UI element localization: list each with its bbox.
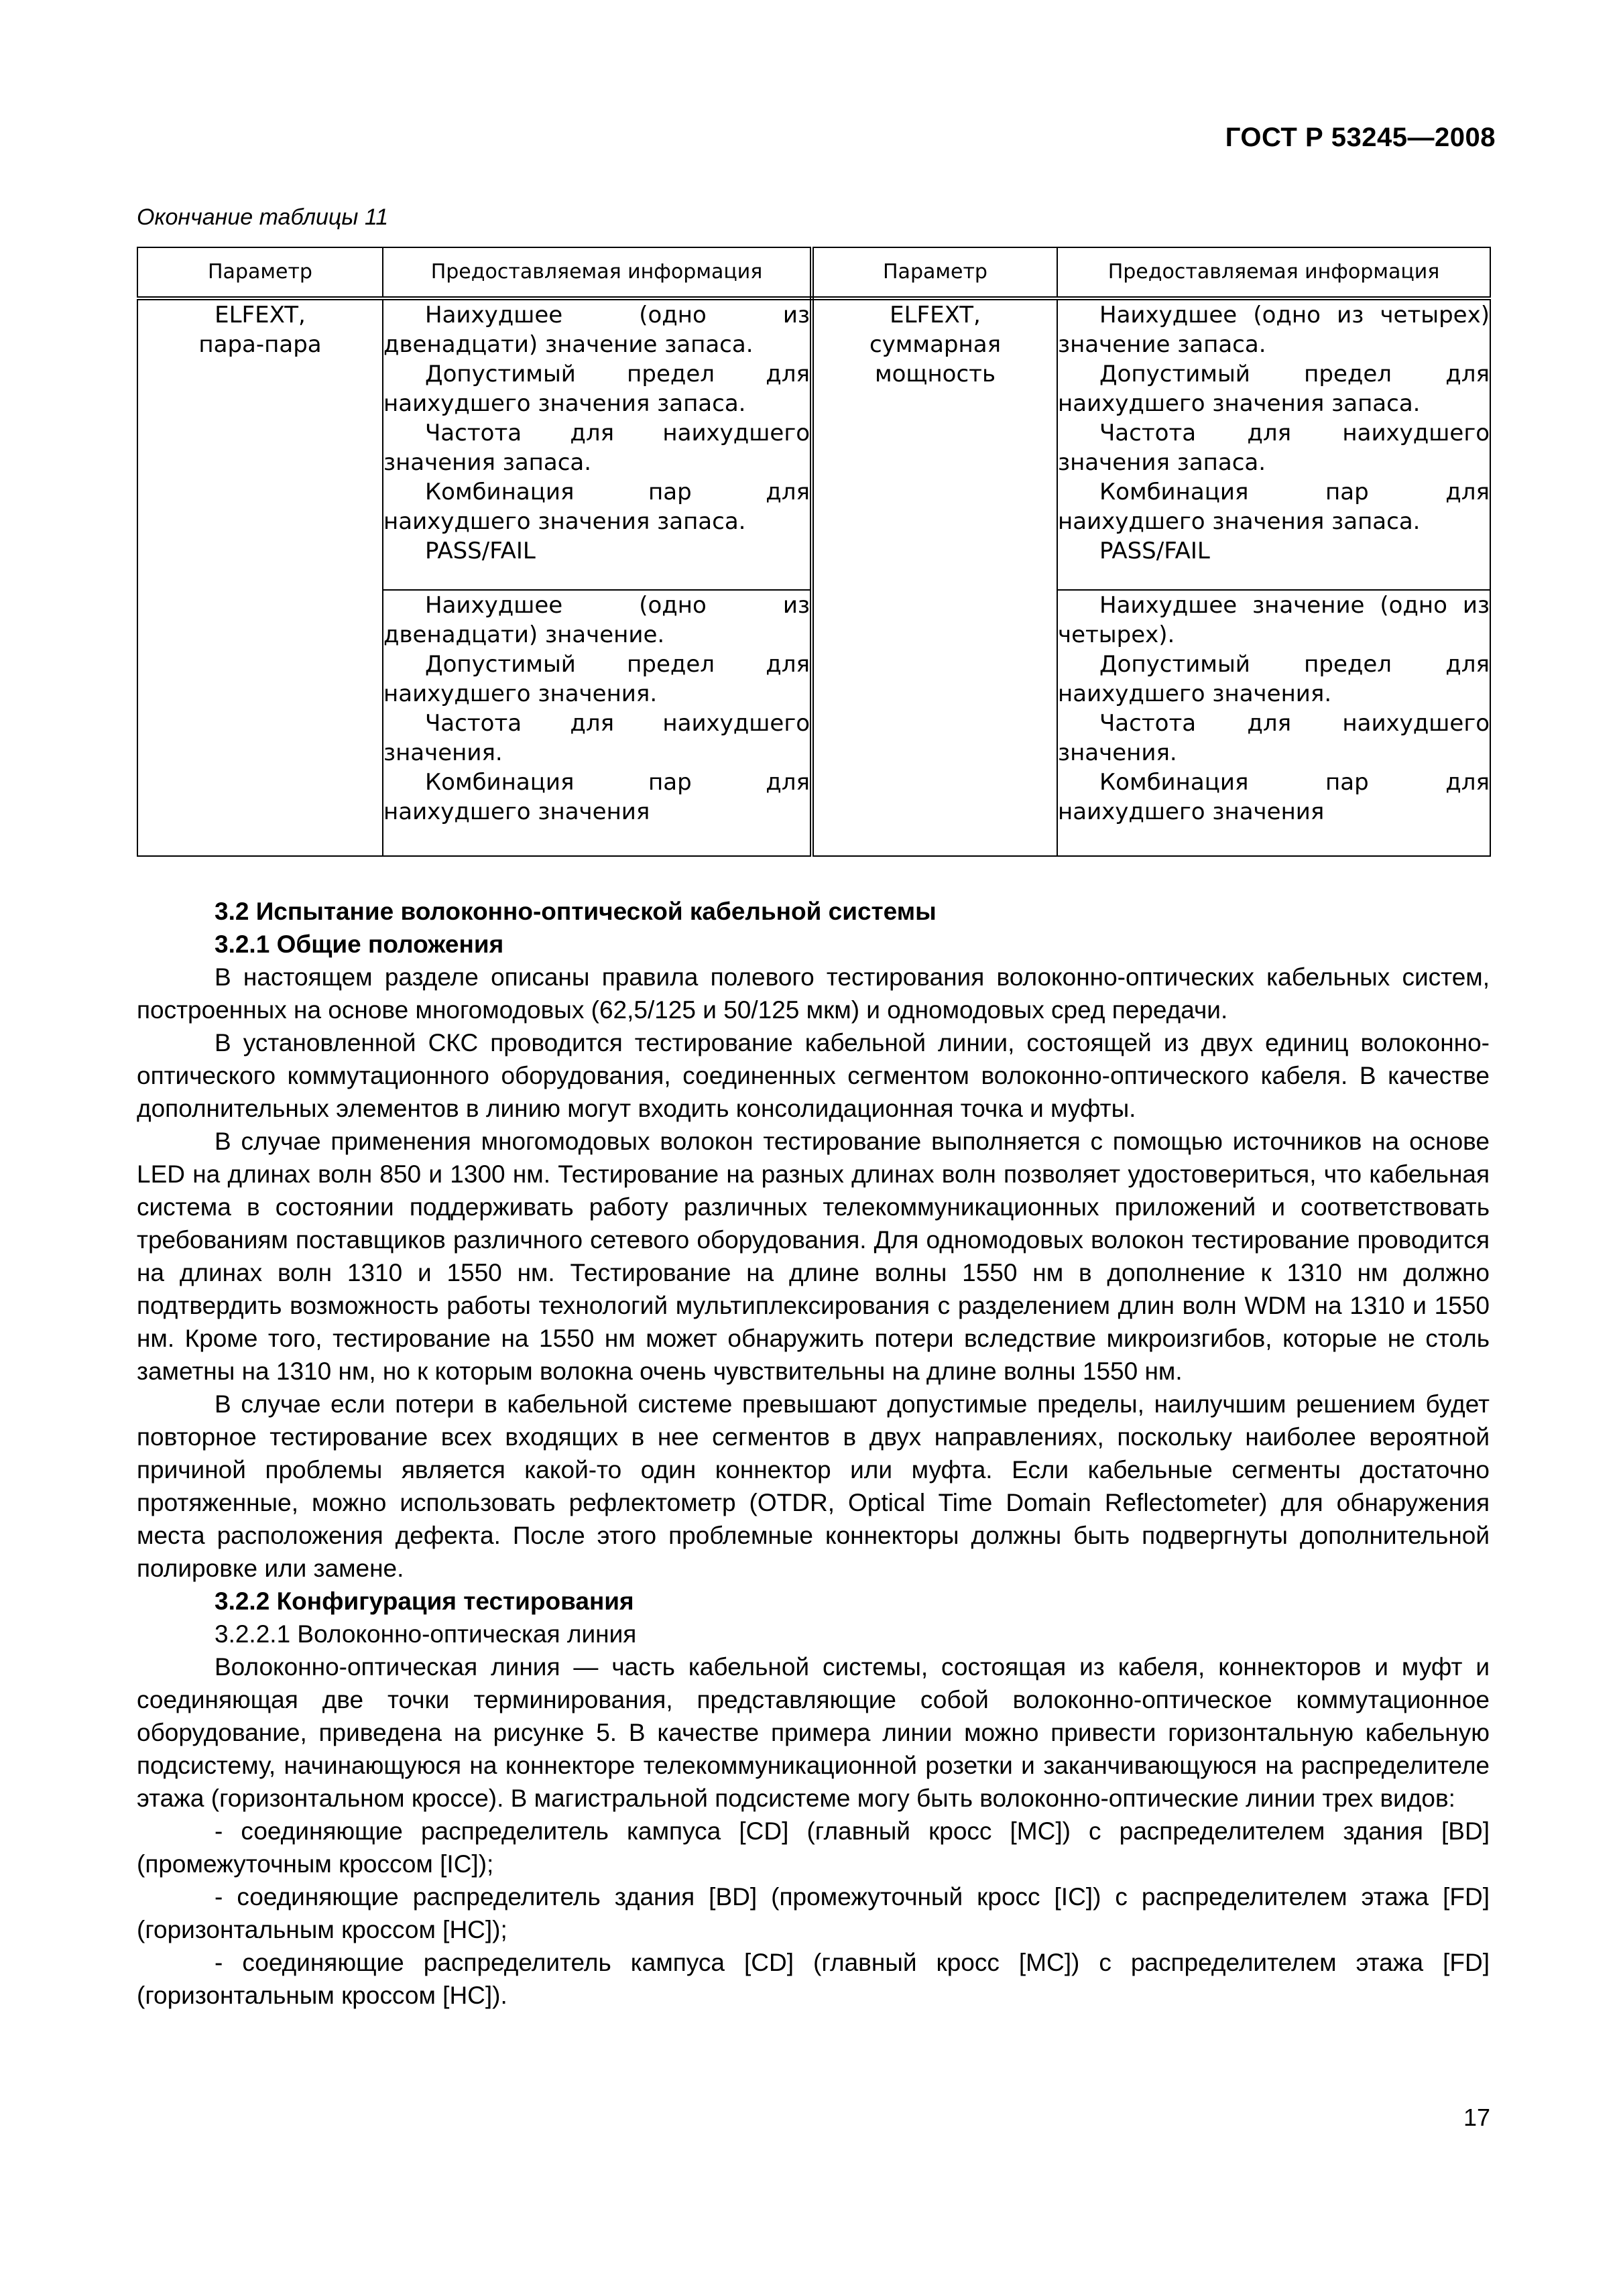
paragraph: В настоящем разделе описаны правила полевого тестирования волоконно-оптических кабельных систем, построенных на основе многомодовых (62,5/125 и 50/125 мкм) и одномодовых сред передачи. [137, 963, 1490, 1024]
column-header-parameter: Параметр [812, 247, 1057, 298]
info-line: PASS/FAIL [1099, 538, 1210, 564]
info-line: Наихудшее значение (одно из четырех). [1058, 592, 1490, 648]
param-label: ELFEXT, суммарная мощность [869, 302, 1002, 387]
info-line: Частота для наихудшего значения. [383, 710, 810, 766]
info-cell [1057, 590, 1490, 856]
info-line: Комбинация пар для наихудшего значения [383, 769, 810, 825]
table-header-row [137, 247, 1490, 298]
info-line: Комбинация пар для наихудшего значения [1058, 769, 1490, 825]
info-line: Допустимый предел для наихудшего значения. [383, 651, 810, 707]
document-code: ГОСТ Р 53245—2008 [1225, 123, 1496, 152]
column-header-parameter: Параметр [137, 247, 383, 298]
paragraph: В случае если потери в кабельной системе превышают допустимые пределы, наилучшим решением будет повторное тестирование всех входящих в нее сегментов в двух направлениях, поскольку наиболее вероятной причиной проблемы является какой-то один коннектор или муфта. Если кабельные сегменты достаточно протяженные, можно использовать рефлектометр (OTDR, Optical Time Domain Reflectometer) для обнаружения места расположения дефекта. После этого проблемные коннекторы должны быть подвергнуты дополнительной полировке или замене. [137, 1390, 1490, 1582]
param-cell-elfext-pair-pair [137, 298, 383, 856]
info-line: Допустимый предел для наихудшего значения. [1058, 651, 1490, 707]
info-line: Частота для наихудшего значения. [1058, 710, 1490, 766]
info-line: Частота для наихудшего значения запаса. [383, 420, 810, 476]
page-number: 17 [1463, 2104, 1490, 2131]
info-line: Частота для наихудшего значения запаса. [1058, 420, 1490, 476]
subsection-heading: 3.2.2 Конфигурация тестирования [215, 1587, 634, 1615]
list-item: - соединяющие распределитель кампуса [CD] (главный кросс [MC]) с распределителем этажа [FD] (горизонтальным кроссом [HC]). [137, 1949, 1490, 2009]
column-header-info: Предоставляемая информация [383, 247, 812, 298]
info-line: Допустимый предел для наихудшего значения запаса. [383, 361, 810, 417]
paragraph: В случае применения многомодовых волокон тестирование выполняется с помощью источников на основе LED на длинах волн 850 и 1300 нм. Тестирование на разных длинах волн позволяет удостовериться, что кабельная система в состоянии поддерживать работу различных телекоммуникационных приложений и соответствовать требованиям поставщиков различного сетевого оборудования. Для одномодовых волокон тестирование проводится на длинах волн 1310 и 1550 нм. Тестирование на длине волны 1550 нм в дополнение к 1310 нм должно подтвердить возможность работы технологий мультиплексирования с разделением длин волн WDM на 1310 и 1550 нм. Кроме того, тестирование на 1550 нм может обнаружить потери вследствие микроизгибов, которые не столь заметны на 1310 нм, но к которым волокна очень чувствительны на длине волны 1550 нм. [137, 1128, 1490, 1385]
info-cell [1057, 298, 1490, 590]
info-line: Комбинация пар для наихудшего значения запаса. [383, 479, 810, 535]
column-header-info: Предоставляемая информация [1057, 247, 1490, 298]
param-cell-elfext-power-sum [812, 298, 1057, 856]
clause-heading: 3.2.2.1 Волоконно-оптическая линия [215, 1620, 637, 1648]
body-text [137, 895, 1490, 2012]
paragraph: В установленной СКС проводится тестирование кабельной линии, состоящей из двух единиц волоконно-оптического коммутационного оборудования, соединенных сегментом волоконно-оптического кабеля. В качестве дополнительных элементов в линию могут входить консолидационная точка и муфты. [137, 1029, 1490, 1122]
info-line: Допустимый предел для наихудшего значения запаса. [1058, 361, 1490, 417]
table-caption: Окончание таблицы 11 [137, 204, 389, 230]
list-item: - соединяющие распределитель кампуса [CD] (главный кросс [MC]) с распределителем здания [BD] (промежуточным кроссом [IC]); [137, 1817, 1490, 1878]
parameters-table [137, 247, 1491, 857]
info-line: PASS/FAIL [425, 538, 536, 564]
info-cell [383, 298, 812, 590]
info-line: Наихудшее (одно из двенадцати) значение. [383, 592, 810, 648]
table-row [137, 298, 1490, 590]
info-line: Наихудшее (одно из двенадцати) значение запаса. [383, 302, 810, 358]
paragraph: Волоконно-оптическая линия — часть кабельной системы, состоящая из кабеля, коннекторов и муфт и соединяющая две точки терминирования, представляющие собой волоконно-оптическое коммутационное оборудование, приведена на рисунке 5. В качестве примера линии можно привести горизонтальную кабельную подсистему, начинающуюся на коннекторе телекоммуникационной розетки и заканчивающуюся на распределителе этажа (горизонтальном кроссе). В магистральной подсистеме могу быть волоконно-оптические линии трех видов: [137, 1653, 1490, 1812]
section-heading: 3.2 Испытание волоконно-оптической кабельной системы [215, 898, 937, 925]
list-item: - соединяющие распределитель здания [BD] (промежуточный кросс [IC]) с распределителем этажа [FD] (горизонтальным кроссом [HC]); [137, 1883, 1490, 1943]
param-label: ELFEXT, пара-пара [198, 302, 322, 358]
info-line: Наихудшее (одно из четырех) значение запаса. [1058, 302, 1490, 358]
subsection-heading: 3.2.1 Общие положения [215, 930, 504, 958]
info-cell [383, 590, 812, 856]
info-line: Комбинация пар для наихудшего значения запаса. [1058, 479, 1490, 535]
